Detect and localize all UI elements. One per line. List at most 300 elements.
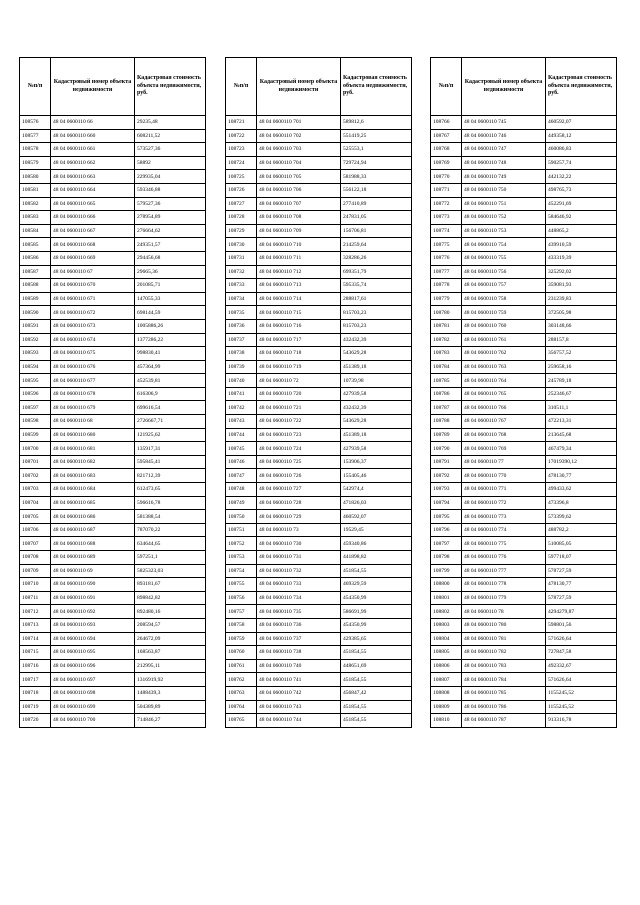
cell-cadastral-cost: 571626,64 [546,673,617,687]
cell-cadastral-cost: 459340,86 [341,537,412,551]
cell-num: 108761 [226,659,257,673]
cell-cadastral-number: 48 04 0600110 664 [51,183,135,197]
cell-num: 108805 [431,646,462,660]
table-row [20,156,206,170]
cell-cadastral-number: 48 04 0600110 720 [257,387,341,401]
cell-cadastral-cost: 448651,69 [341,659,412,673]
cell-cadastral-number: 48 04 0600110 785 [462,686,546,700]
cell-cadastral-cost: 328286,26 [341,251,412,265]
cell-cadastral-number: 48 04 0600110 699 [51,700,135,714]
cell-cadastral-cost: 449358,12 [546,129,617,143]
cell-cadastral-number: 48 04 0600110 695 [51,646,135,660]
cell-num: 108584 [20,224,51,238]
cell-cadastral-cost: 543629,28 [341,347,412,361]
table-row [431,319,617,333]
table-row [431,387,617,401]
cell-num: 108722 [226,129,257,143]
cell-cadastral-cost: 578727,59 [546,564,617,578]
cell-cadastral-number: 48 04 0600110 735 [257,605,341,619]
header-num: №п/п [20,58,51,116]
cell-cadastral-cost: 457364,99 [135,360,206,374]
cell-cadastral-number: 48 04 0600110 712 [257,265,341,279]
table-row [226,143,412,157]
cell-num: 108769 [431,156,462,170]
cell-num: 108772 [431,197,462,211]
table-row [431,496,617,510]
cell-cadastral-number: 48 04 0600110 777 [462,564,546,578]
table-row [20,401,206,415]
cell-cadastral-cost: 429385,65 [341,632,412,646]
table-row [431,510,617,524]
table-row [226,238,412,252]
cell-cadastral-number: 48 04 0600110 72 [257,374,341,388]
cell-num: 108756 [226,591,257,605]
cell-cadastral-cost: 208594,57 [135,618,206,632]
cell-num: 108713 [20,618,51,632]
cell-cadastral-cost: 259658,16 [546,360,617,374]
table-row [20,170,206,184]
cell-cadastral-number: 48 04 0600110 696 [51,659,135,673]
cell-cadastral-cost: 155405,46 [341,469,412,483]
cell-cadastral-number: 48 04 0600110 748 [462,156,546,170]
cell-cadastral-number: 48 04 0600110 729 [257,510,341,524]
cell-num: 108764 [226,700,257,714]
table-row [431,428,617,442]
table-row [226,714,412,728]
cell-num: 108579 [20,156,51,170]
cell-cadastral-number: 48 04 0600110 754 [462,238,546,252]
cell-cadastral-cost: 278954,89 [135,211,206,225]
cell-num: 108752 [226,537,257,551]
cell-cadastral-cost: 727847,58 [546,646,617,660]
table-row [431,156,617,170]
cell-num: 108760 [226,646,257,660]
table-row [431,646,617,660]
cell-num: 108724 [226,156,257,170]
cell-cadastral-number: 48 04 0600110 705 [257,170,341,184]
cell-cadastral-number: 48 04 0600110 730 [257,537,341,551]
table-row [431,618,617,632]
cell-cadastral-number: 48 04 0600110 684 [51,483,135,497]
table-row [226,156,412,170]
cell-num: 108581 [20,183,51,197]
cell-num: 108773 [431,211,462,225]
table-row [431,374,617,388]
cell-cadastral-number: 48 04 0600110 77 [462,455,546,469]
cell-cadastral-number: 48 04 0600110 724 [257,442,341,456]
cell-cadastral-cost: 460592,07 [546,116,617,130]
table-row [431,523,617,537]
cell-cadastral-cost: 156706,81 [341,224,412,238]
cell-cadastral-cost: 58892 [135,156,206,170]
cell-cadastral-number: 48 04 0600110 676 [51,360,135,374]
cell-cadastral-number: 48 04 0600110 68 [51,415,135,429]
cell-cadastral-number: 48 04 0600110 707 [257,197,341,211]
cell-num: 108751 [226,523,257,537]
header-cad-cost: Кадастровая стоимость объекта недвижимости, руб. [135,58,206,116]
table-row [431,537,617,551]
cell-num: 108759 [226,632,257,646]
cell-num: 108583 [20,211,51,225]
cell-cadastral-number: 48 04 0600110 661 [51,143,135,157]
cell-cadastral-number: 48 04 0600110 702 [257,129,341,143]
table-row [226,183,412,197]
table-row [226,700,412,714]
table-row [226,360,412,374]
table-row [226,279,412,293]
cell-cadastral-number: 48 04 0600110 733 [257,578,341,592]
cell-cadastral-number: 48 04 0600110 673 [51,319,135,333]
cell-cadastral-cost: 442132,22 [546,170,617,184]
table-header-row [226,58,412,116]
cell-cadastral-cost: 499433,62 [546,483,617,497]
table-row [20,469,206,483]
cell-cadastral-cost: 325292,02 [546,265,617,279]
table-row [20,605,206,619]
cell-num: 108783 [431,347,462,361]
cell-cadastral-number: 48 04 0600110 747 [462,143,546,157]
cell-cadastral-cost: 451854,55 [341,564,412,578]
table-row [431,306,617,320]
cell-num: 108715 [20,646,51,660]
cell-cadastral-number: 48 04 0600110 768 [462,428,546,442]
cell-num: 108774 [431,224,462,238]
cell-cadastral-number: 48 04 0600110 679 [51,401,135,415]
header-cad-cost: Кадастровая стоимость объекта недвижимости, руб. [341,58,412,116]
table-row [226,537,412,551]
cell-cadastral-number: 48 04 0600110 776 [462,551,546,565]
table-row [226,496,412,510]
table-row [20,211,206,225]
cell-cadastral-number: 48 04 0600110 751 [462,197,546,211]
table-row [431,143,617,157]
cell-cadastral-cost: 698144,59 [135,306,206,320]
cell-num: 108729 [226,224,257,238]
cell-cadastral-cost: 229935,04 [135,170,206,184]
cell-num: 108577 [20,129,51,143]
table-row [20,183,206,197]
table-row [20,251,206,265]
table-row [20,523,206,537]
cell-cadastral-cost: 448865,2 [546,224,617,238]
cell-num: 108737 [226,333,257,347]
cell-num: 108765 [226,714,257,728]
cell-cadastral-number: 48 04 0600110 711 [257,251,341,265]
cell-cadastral-cost: 898842,82 [135,591,206,605]
cell-cadastral-number: 48 04 0600110 675 [51,347,135,361]
cell-cadastral-cost: 595845,41 [135,455,206,469]
cell-cadastral-number: 48 04 0600110 687 [51,523,135,537]
cell-cadastral-cost: 2726667,71 [135,415,206,429]
cell-cadastral-cost: 815703,23 [341,306,412,320]
cell-cadastral-cost: 288157,8 [546,333,617,347]
cell-cadastral-cost: 467479,34 [546,442,617,456]
cell-cadastral-number: 48 04 0600110 703 [257,143,341,157]
cell-cadastral-number: 48 04 0600110 708 [257,211,341,225]
table-row [20,129,206,143]
cell-cadastral-cost: 699351,79 [341,265,412,279]
cell-cadastral-cost: 29665,36 [135,265,206,279]
table-row [226,347,412,361]
cell-cadastral-cost: 590257,74 [546,156,617,170]
cell-cadastral-cost: 510085,05 [546,537,617,551]
cell-num: 108586 [20,251,51,265]
cell-cadastral-cost: 608211,52 [135,129,206,143]
cell-num: 108780 [431,306,462,320]
cell-cadastral-number: 48 04 0600110 782 [462,646,546,660]
table-row [20,618,206,632]
cell-cadastral-number: 48 04 0600110 740 [257,659,341,673]
cell-cadastral-number: 48 04 0600110 686 [51,510,135,524]
cell-num: 108746 [226,455,257,469]
table-row [20,632,206,646]
cell-num: 108732 [226,265,257,279]
table-row [20,387,206,401]
cell-num: 108738 [226,347,257,361]
table-row [20,265,206,279]
cell-cadastral-number: 48 04 0600110 692 [51,605,135,619]
cell-cadastral-number: 48 04 0600110 698 [51,686,135,700]
cell-cadastral-cost: 452291,69 [546,197,617,211]
cell-cadastral-cost: 815703,23 [341,319,412,333]
cell-cadastral-number: 48 04 0600110 752 [462,211,546,225]
table-row [431,659,617,673]
cell-cadastral-number: 48 04 0600110 780 [462,618,546,632]
cell-cadastral-cost: 288817,61 [341,292,412,306]
cell-num: 108744 [226,428,257,442]
cell-cadastral-cost: 584646,92 [546,211,617,225]
cell-cadastral-cost: 460592,07 [341,510,412,524]
cell-num: 108705 [20,510,51,524]
table-row [20,374,206,388]
cell-cadastral-number: 48 04 0600110 710 [257,238,341,252]
table-row [226,510,412,524]
cell-num: 108731 [226,251,257,265]
cell-cadastral-number: 48 04 0600110 742 [257,686,341,700]
cell-cadastral-cost: 488782,2 [546,523,617,537]
table-row [20,483,206,497]
table-row [226,374,412,388]
table-row [20,333,206,347]
table-row [20,428,206,442]
cell-cadastral-cost: 147055,33 [135,292,206,306]
cell-cadastral-number: 48 04 0600110 704 [257,156,341,170]
cell-cadastral-number: 48 04 0600110 670 [51,279,135,293]
cell-cadastral-number: 48 04 0600110 727 [257,483,341,497]
cell-cadastral-number: 48 04 0600110 726 [257,469,341,483]
cell-cadastral-cost: 451389,18 [341,360,412,374]
cell-cadastral-number: 48 04 0600110 662 [51,156,135,170]
cell-cadastral-number: 48 04 0600110 680 [51,428,135,442]
cell-num: 108726 [226,183,257,197]
cell-cadastral-cost: 231239,83 [546,292,617,306]
table-row [226,415,412,429]
table-row [431,347,617,361]
cell-cadastral-cost: 276664,62 [135,224,206,238]
cell-num: 108720 [20,714,51,728]
cell-cadastral-number: 48 04 0600110 771 [462,483,546,497]
table-row [226,483,412,497]
cell-cadastral-number: 48 04 0600110 709 [257,224,341,238]
cell-num: 108599 [20,428,51,442]
cell-num: 108800 [431,578,462,592]
table-row [20,564,206,578]
cell-num: 108707 [20,537,51,551]
cell-num: 108704 [20,496,51,510]
cell-cadastral-number: 48 04 0600110 762 [462,347,546,361]
cell-num: 108755 [226,578,257,592]
cell-cadastral-number: 48 04 0600110 775 [462,537,546,551]
cell-num: 108741 [226,387,257,401]
table-row [20,455,206,469]
table-row [431,415,617,429]
cell-cadastral-cost: 356757,52 [546,347,617,361]
cell-cadastral-cost: 4294279,87 [546,605,617,619]
table-row [431,578,617,592]
table-row [431,197,617,211]
cell-cadastral-number: 48 04 0600110 728 [257,496,341,510]
cadastral-table-2 [225,57,412,728]
cell-cadastral-number: 48 04 0600110 756 [462,265,546,279]
cell-cadastral-cost: 451854,55 [341,673,412,687]
cell-cadastral-number: 48 04 0600110 786 [462,700,546,714]
table-row [431,401,617,415]
cell-cadastral-cost: 714846,27 [135,714,206,728]
header-cad-num: Кадастровый номер объекта недвижимости [257,58,341,116]
cell-num: 108797 [431,537,462,551]
table-row [431,333,617,347]
cell-num: 108702 [20,469,51,483]
cell-cadastral-number: 48 04 0600110 688 [51,537,135,551]
cell-cadastral-cost: 471826,03 [341,496,412,510]
cell-cadastral-number: 48 04 0600110 694 [51,632,135,646]
cell-num: 108810 [431,714,462,728]
cell-cadastral-cost: 597718,07 [546,551,617,565]
cell-cadastral-number: 48 04 0600110 714 [257,292,341,306]
cell-cadastral-number: 48 04 0600110 725 [257,455,341,469]
table-row [226,659,412,673]
table-row [226,632,412,646]
cell-cadastral-cost: 359081,93 [546,279,617,293]
cell-num: 108748 [226,483,257,497]
cell-num: 108766 [431,116,462,130]
cell-cadastral-number: 48 04 0600110 736 [257,618,341,632]
cell-num: 108777 [431,265,462,279]
table-row [226,333,412,347]
cell-cadastral-cost: 589812,6 [341,116,412,130]
cell-cadastral-cost: 441898,82 [341,551,412,565]
cell-cadastral-number: 48 04 0600110 721 [257,401,341,415]
cell-num: 108703 [20,483,51,497]
cell-cadastral-cost: 573399,62 [546,510,617,524]
cell-cadastral-number: 48 04 0600110 669 [51,251,135,265]
table-row [226,211,412,225]
table-row [226,455,412,469]
cell-num: 108807 [431,673,462,687]
table-row [226,686,412,700]
cell-cadastral-cost: 1488439,3 [135,686,206,700]
table-row [226,646,412,660]
table-row [431,551,617,565]
cell-cadastral-number: 48 04 0600110 67 [51,265,135,279]
cell-cadastral-cost: 277410,89 [341,197,412,211]
cell-num: 108735 [226,306,257,320]
cell-num: 108806 [431,659,462,673]
cell-cadastral-number: 48 04 0600110 745 [462,116,546,130]
cell-cadastral-number: 48 04 0600110 764 [462,374,546,388]
cell-num: 108745 [226,442,257,456]
cell-cadastral-cost: 433319,39 [546,251,617,265]
table-row [20,659,206,673]
table-row [20,442,206,456]
cell-cadastral-cost: 135917,31 [135,442,206,456]
cell-cadastral-cost: 478130,77 [546,469,617,483]
table-row [226,292,412,306]
cell-cadastral-cost: 634644,65 [135,537,206,551]
cell-cadastral-number: 48 04 0600110 760 [462,319,546,333]
cell-num: 108739 [226,360,257,374]
cell-cadastral-cost: 153906,37 [341,455,412,469]
table-row [20,537,206,551]
cell-num: 108587 [20,265,51,279]
table-row [431,170,617,184]
cell-cadastral-cost: 571626,64 [546,632,617,646]
table-row [20,279,206,293]
cell-cadastral-number: 48 04 0600110 715 [257,306,341,320]
header-cad-num: Кадастровый номер объекта недвижимости [462,58,546,116]
cell-num: 108762 [226,673,257,687]
table-row [431,238,617,252]
table-row [226,564,412,578]
table-row [226,170,412,184]
cell-cadastral-cost: 469329,59 [341,578,412,592]
cell-num: 108763 [226,686,257,700]
table-row [431,673,617,687]
cell-cadastral-cost: 213645,68 [546,428,617,442]
table-row [226,197,412,211]
cell-num: 108589 [20,292,51,306]
table-row [20,646,206,660]
cell-num: 108804 [431,632,462,646]
cell-num: 108709 [20,564,51,578]
cell-num: 108582 [20,197,51,211]
cell-num: 108719 [20,700,51,714]
cell-cadastral-number: 48 04 0600110 758 [462,292,546,306]
cell-num: 108742 [226,401,257,415]
table-row [226,442,412,456]
cell-num: 108714 [20,632,51,646]
cell-cadastral-number: 48 04 0600110 753 [462,224,546,238]
cell-num: 108789 [431,428,462,442]
cell-num: 108595 [20,374,51,388]
table-row [20,686,206,700]
cell-cadastral-number: 48 04 0600110 66 [51,116,135,130]
cell-num: 108743 [226,415,257,429]
cell-num: 108801 [431,591,462,605]
table-row [20,496,206,510]
table-row [226,251,412,265]
cell-num: 108753 [226,551,257,565]
cell-num: 108771 [431,183,462,197]
cell-num: 108591 [20,319,51,333]
cell-cadastral-cost: 542974,4 [341,483,412,497]
header-cad-cost: Кадастровая стоимость объекта недвижимости, руб. [546,58,617,116]
table-row [226,578,412,592]
cell-cadastral-number: 48 04 0600110 706 [257,183,341,197]
cell-cadastral-number: 48 04 0600110 690 [51,578,135,592]
table-row [431,129,617,143]
table-row [226,618,412,632]
